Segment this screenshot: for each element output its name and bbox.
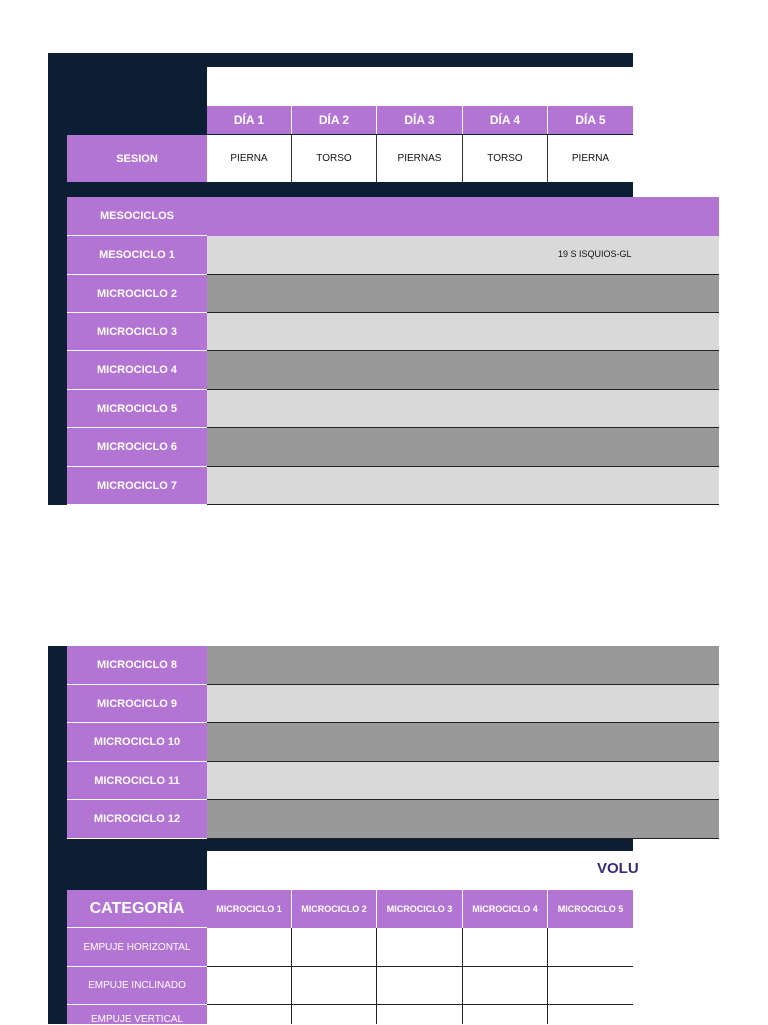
volume-cell[interactable] xyxy=(292,928,377,967)
row-label-6: MICROCICLO 6 xyxy=(67,428,207,467)
day-header-3: DÍA 3 xyxy=(377,106,463,134)
volume-col-1: MICROCICLO 1 xyxy=(207,890,292,928)
row-band-3 xyxy=(207,313,719,351)
row-band-5 xyxy=(207,390,719,428)
row-label-5: MICROCICLO 5 xyxy=(67,390,207,428)
row-label-8: MICROCICLO 8 xyxy=(67,646,207,685)
row-label-2: MICROCICLO 2 xyxy=(67,275,207,313)
volume-cell[interactable] xyxy=(207,967,292,1005)
row-band-2 xyxy=(207,275,719,313)
volume-col-3: MICROCICLO 3 xyxy=(377,890,463,928)
row-band-10 xyxy=(207,723,719,762)
volume-cell[interactable] xyxy=(463,928,548,967)
row-band-9 xyxy=(207,685,719,723)
volume-cell[interactable] xyxy=(377,967,463,1005)
session-day-4: TORSO xyxy=(463,135,548,182)
row-label-11: MICROCICLO 11 xyxy=(67,762,207,800)
day-header-1: DÍA 1 xyxy=(207,106,292,134)
volume-cell[interactable] xyxy=(292,967,377,1005)
volume-cell[interactable] xyxy=(292,1005,377,1024)
category-3: EMPUJE VERTICAL xyxy=(67,1005,207,1024)
row-label-4: MICROCICLO 4 xyxy=(67,351,207,390)
row-band-12 xyxy=(207,800,719,839)
volume-cell[interactable] xyxy=(548,967,633,1005)
volume-title: VOLU xyxy=(597,860,639,877)
row-label-10: MICROCICLO 10 xyxy=(67,723,207,762)
volume-col-4: MICROCICLO 4 xyxy=(463,890,548,928)
day-header-5: DÍA 5 xyxy=(548,106,633,134)
row-label-3: MICROCICLO 3 xyxy=(67,313,207,351)
mesocycles-header-band xyxy=(207,197,719,236)
row-label-12: MICROCICLO 12 xyxy=(67,800,207,839)
row-band-8 xyxy=(207,646,719,685)
row-band-7 xyxy=(207,467,719,505)
row-band-6 xyxy=(207,428,719,467)
title-area xyxy=(207,67,633,106)
volume-col-5: MICROCICLO 5 xyxy=(548,890,633,928)
row-label-9: MICROCICLO 9 xyxy=(67,685,207,723)
row-band-4 xyxy=(207,351,719,390)
volume-cell[interactable] xyxy=(548,928,633,967)
volume-cell[interactable] xyxy=(463,1005,548,1024)
volume-cell[interactable] xyxy=(207,928,292,967)
row-label-1: MESOCICLO 1 xyxy=(67,236,207,275)
session-day-1: PIERNA xyxy=(207,135,292,182)
session-day-5: PIERNA xyxy=(548,135,633,182)
category-header: CATEGORÍA xyxy=(67,890,207,928)
mesocycles-header-label: MESOCICLOS xyxy=(67,197,207,236)
volume-cell[interactable] xyxy=(377,928,463,967)
day-header-2: DÍA 2 xyxy=(292,106,377,134)
session-label: SESION xyxy=(67,135,207,182)
volume-cell[interactable] xyxy=(207,1005,292,1024)
category-1: EMPUJE HORIZONTAL xyxy=(67,928,207,967)
session-day-3: PIERNAS xyxy=(377,135,463,182)
volume-cell[interactable] xyxy=(377,1005,463,1024)
volume-cell[interactable] xyxy=(463,967,548,1005)
row-label-7: MICROCICLO 7 xyxy=(67,467,207,505)
volume-cell[interactable] xyxy=(548,1005,633,1024)
session-day-2: TORSO xyxy=(292,135,377,182)
volume-title-area xyxy=(207,851,639,890)
row-1-note: 19 S ISQUIOS-GL xyxy=(558,249,632,259)
row-band-1 xyxy=(207,236,719,275)
volume-col-2: MICROCICLO 2 xyxy=(292,890,377,928)
category-2: EMPUJE INCLINADO xyxy=(67,967,207,1005)
day-header-4: DÍA 4 xyxy=(463,106,548,134)
row-band-11 xyxy=(207,762,719,800)
